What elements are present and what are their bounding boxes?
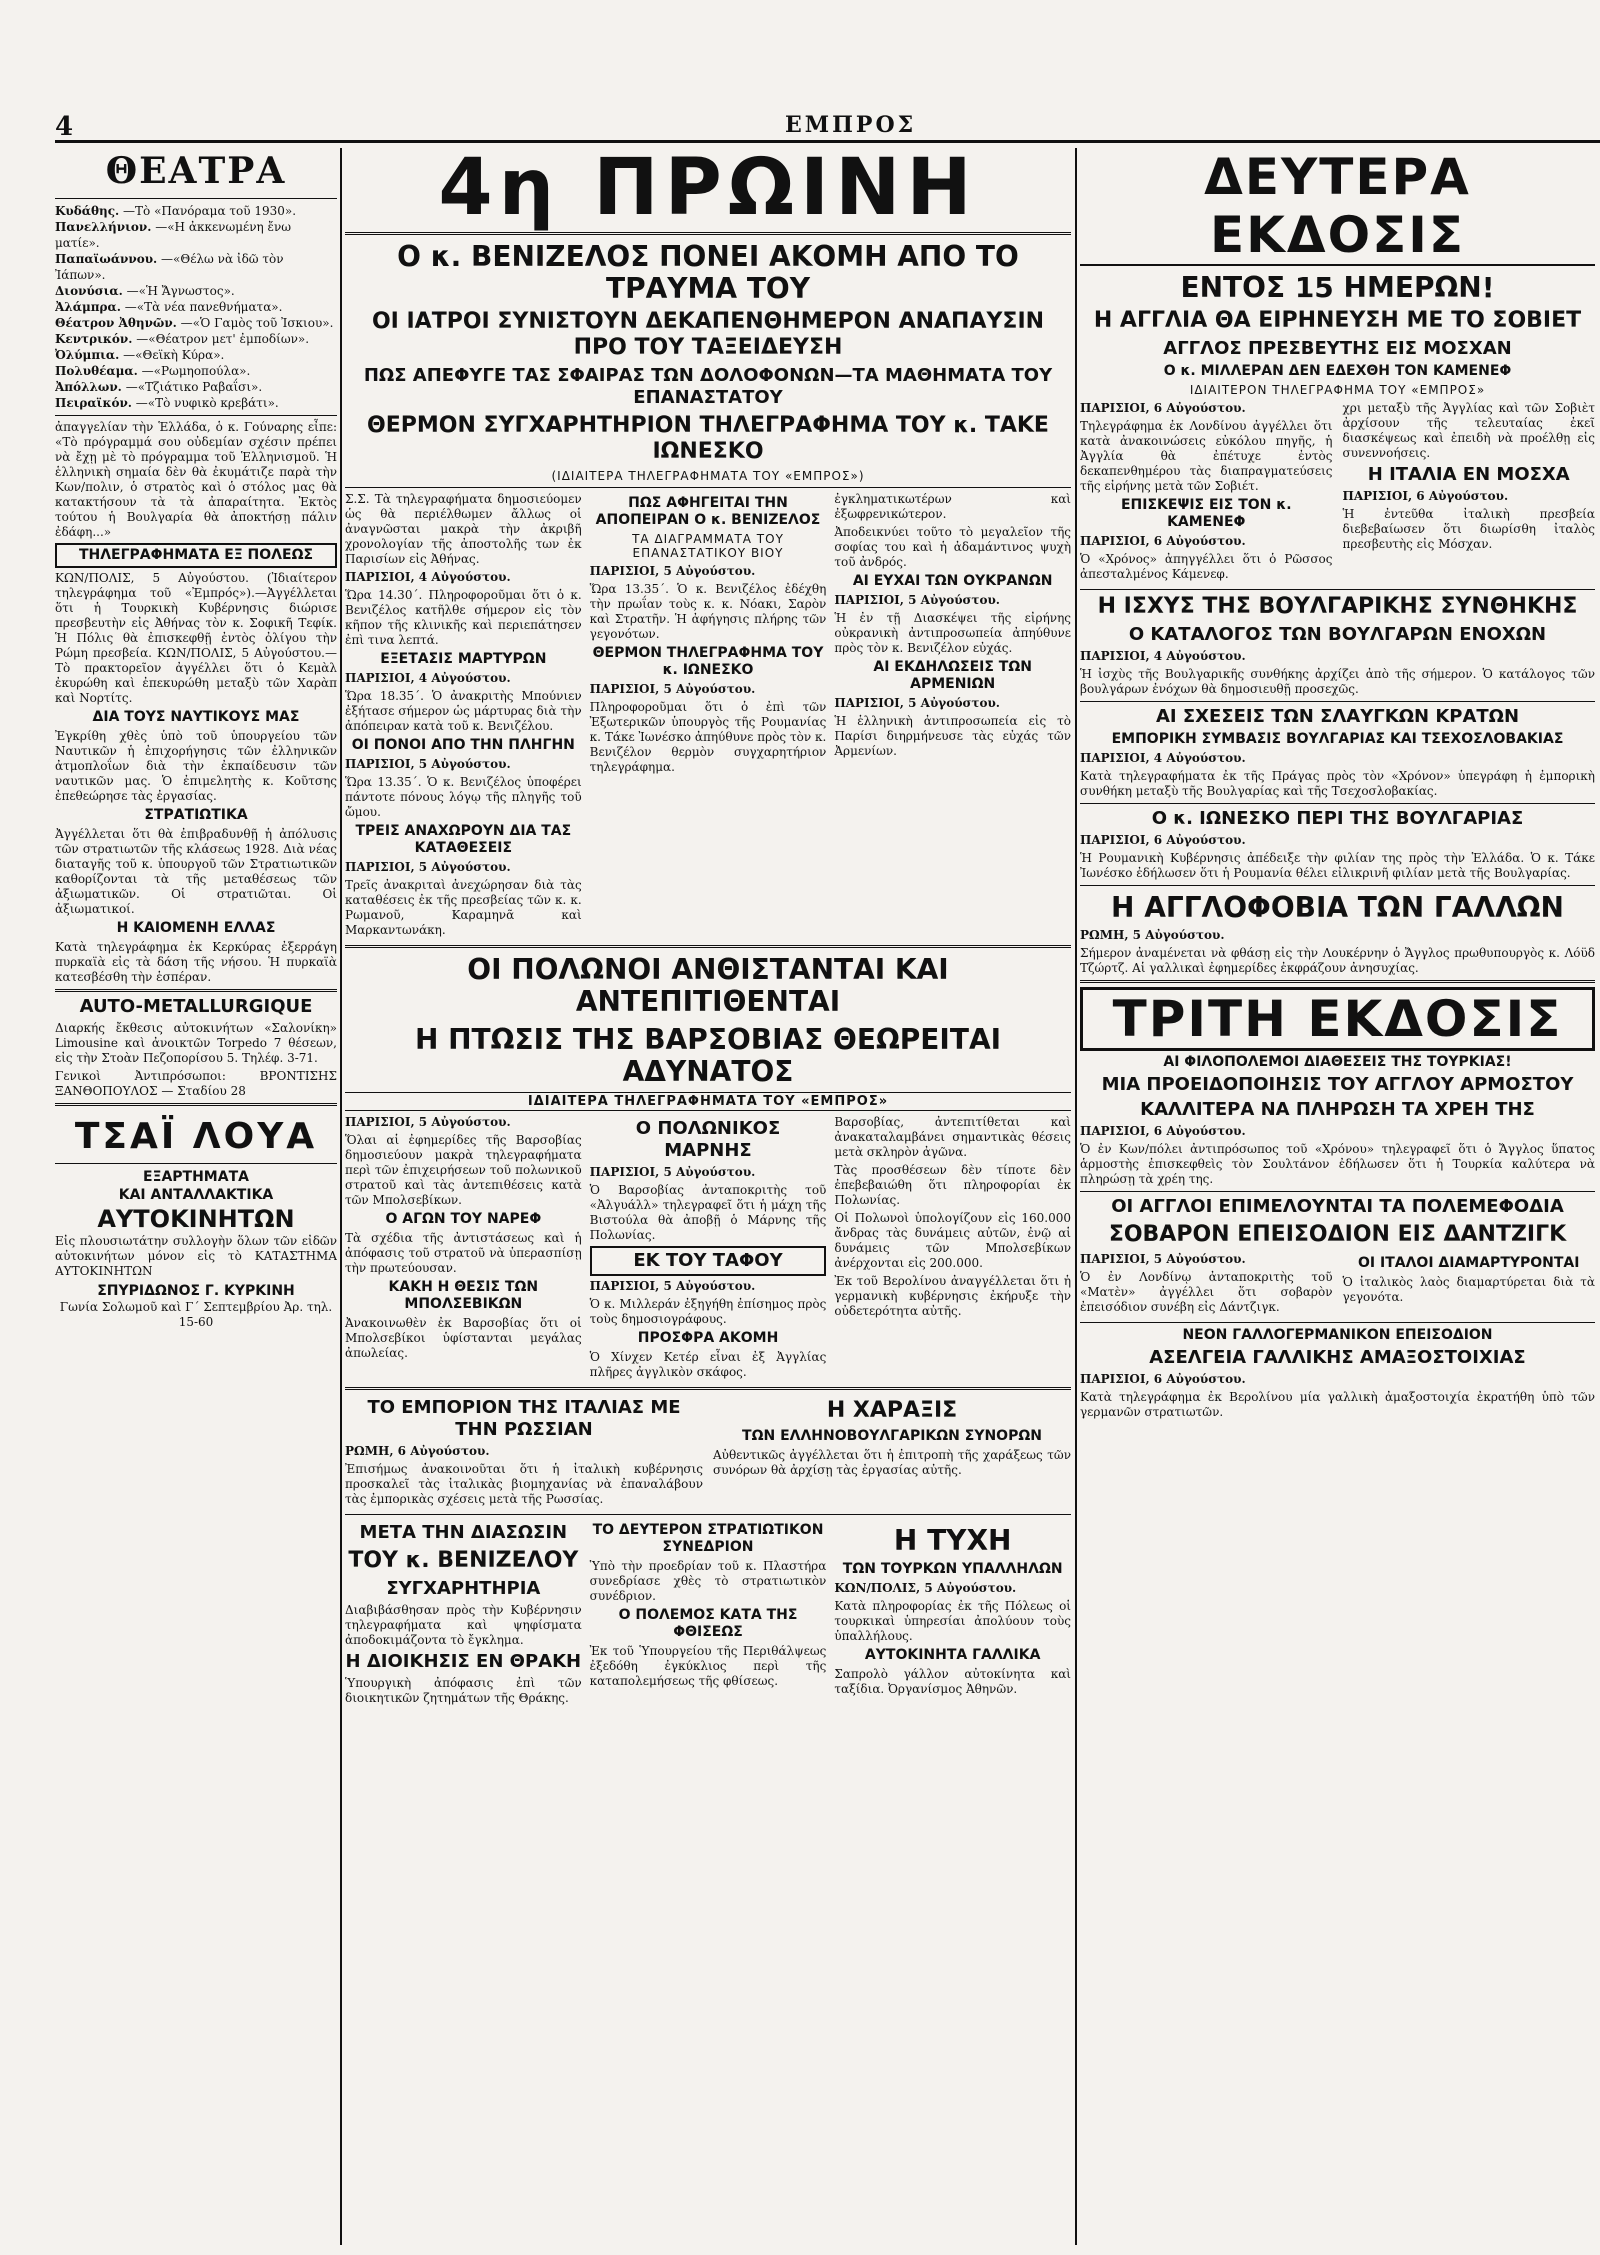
ad-title: AUTO-METALLURGIQUE	[79, 996, 313, 1017]
divider	[1080, 701, 1595, 702]
headline: Η ΑΓΓΛΟΦΟΒΙΑ ΤΩΝ ΓΑΛΛΩΝ	[1111, 891, 1564, 924]
divider	[55, 989, 337, 992]
divider	[345, 1514, 1071, 1515]
article-text: Σαπρολὸ γάλλον αὐτοκίνητα καὶ ταξίδια. Ὀργανίσμος Ἀθηνῶν.	[834, 1667, 1071, 1696]
section-title: ΑΥΤΟΚΙΝΗΤΑ ΓΑΛΛΙΚΑ	[864, 1647, 1041, 1663]
theatre-listing	[55, 331, 337, 347]
article-text: Ἡ Ρουμανικὴ Κυβέρνησις ἀπέδειξε τὴν φιλίαν της πρὸς τὴν Ἑλλάδα. Ὁ κ. Τάκε Ἰωνέσκο ἐδήλωσεν ὅτι ἡ Ρουμανία θέλει εἰλικρινῆ φιλίαν μετὰ τῆς Βουλγαρίας.	[1080, 851, 1595, 880]
center-column	[345, 148, 1071, 2245]
theatre-name: Ὀλύμπια.	[55, 348, 120, 362]
dateline: ΠΑΡΙΣΙΟΙ, 5 Αὐγούστου.	[589, 1165, 756, 1179]
divider	[1080, 1322, 1595, 1323]
theatre-listing	[55, 251, 337, 283]
theatre-play: —«Ἡ Ἄγνωστος».	[126, 284, 235, 298]
headline: Ο ΚΑΤΑΛΟΓΟΣ ΤΩΝ ΒΟΥΛΓΑΡΩΝ ΕΝΟΧΩΝ	[1128, 624, 1547, 645]
section-title: Η ΧΑΡΑΞΙΣ	[826, 1398, 958, 1423]
divider	[345, 487, 1071, 488]
theatre-name: Πειραϊκόν.	[55, 396, 132, 410]
headline: ΠΩΣ ΑΠΕΦΥΓΕ ΤΑΣ ΣΦΑΙΡΑΣ ΤΩΝ ΔΟΛΟΦΟΝΩΝ—ΤΑ ΜΑΘΗΜΑΤΑ ΤΟΥ ΕΠΑΝΑΣΤΑΤΟΥ	[363, 365, 1053, 408]
section-title: ΜΕΤΑ ΤΗΝ ΔΙΑΣΩΣΙΝ	[359, 1522, 568, 1543]
section-title: ΔΙΑ ΤΟΥΣ ΝΑΥΤΙΚΟΥΣ ΜΑΣ	[92, 709, 300, 725]
dateline: ΠΑΡΙΣΙΟΙ, 6 Αὐγούστου.	[1080, 534, 1246, 548]
dateline: ΠΑΡΙΣΙΟΙ, 5 Αὐγούστου.	[345, 757, 511, 771]
dateline: ΡΩΜΗ, 6 Αὐγούστου.	[345, 1444, 490, 1458]
article-text: Βαρσοβίας, ἀντεπιτίθεται καὶ ἀνακαταλαμβάνει σημαντικὰς θέσεις μετὰ σκληρὸν ἀγῶνα.	[834, 1115, 1071, 1159]
article-column	[345, 1519, 582, 1709]
ad-address: Γωνία Σολωμοῦ καὶ Γ΄ Σεπτεμβρίου Ἀρ. τηλ. 15-60	[59, 1300, 333, 1329]
ad-line: ΕΞΑΡΤΗΜΑΤΑ	[143, 1169, 249, 1185]
section-subtitle: ΣΥΓΧΑΡΗΤΗΡΙΑ	[386, 1578, 541, 1599]
theatre-listing	[55, 315, 337, 331]
headline: ΕΝΤΟΣ 15 ΗΜΕΡΩΝ!	[1180, 271, 1495, 304]
article-text: Τὰ σχέδια τῆς ἀντιστάσεως καὶ ἡ ἀπόφασις τοῦ στρατοῦ νὰ ὑπερασπίσῃ τὴν πρωτεύουσαν.	[345, 1231, 582, 1275]
headline: Η ΙΣΧΥΣ ΤΗΣ ΒΟΥΛΓΑΡΙΚΗΣ ΣΥΝΘΗΚΗΣ	[1097, 594, 1578, 619]
dateline: ΠΑΡΙΣΙΟΙ, 5 Αὐγούστου.	[589, 1279, 756, 1293]
dateline: ΠΑΡΙΣΙΟΙ, 5 Αὐγούστου.	[589, 682, 756, 696]
theatre-play: —«Θέλω νὰ ἰδῶ τὸν Ἰάπων».	[55, 252, 284, 282]
dateline: ΚΩΝ/ΠΟΛΙΣ, 5 Αὐγούστου.	[834, 1581, 1017, 1595]
theatre-listing	[55, 203, 337, 219]
article-text: Ἀποδεικνύει τοῦτο τὸ μεγαλεῖον τῆς σοφίας του καὶ ἡ ἀδαμάντινος ψυχὴ τοῦ ἀνδρός.	[834, 525, 1071, 569]
headline: ΚΑΛΛΙΤΕΡΑ ΝΑ ΠΛΗΡΩΣΗ ΤΑ ΧΡΕΗ ΤΗΣ	[1140, 1099, 1535, 1120]
divider	[1080, 980, 1595, 983]
theatre-play: —«Ρωμηοπούλα».	[141, 364, 251, 378]
headline: ΕΜΠΟΡΙΚΗ ΣΥΜΒΑΣΙΣ ΒΟΥΛΓΑΡΙΑΣ ΚΑΙ ΤΣΕΧΟΣΛΟΒΑΚΙΑΣ	[1111, 731, 1564, 747]
article-grid	[345, 1115, 1071, 1383]
article-text: Τὰς προσθέσεων δὲν τίποτε δὲν ἐπεβεβαιώθη ὅτι πληροφορίαι ἐκ Πολωνίας.	[834, 1163, 1071, 1207]
theatre-name: Παπαϊωάννου.	[55, 252, 158, 266]
section-title: ΑΙ ΕΚΔΗΛΩΣΕΙΣ ΤΩΝ ΑΡΜΕΝΙΩΝ	[873, 659, 1032, 692]
article-text: Ὑπὸ τὴν προεδρίαν τοῦ κ. Πλαστήρα συνεδρίασε χθὲς τὸ στρατιωτικὸν συνέδριον.	[589, 1559, 827, 1603]
section-title: ΚΑΚΗ Η ΘΕΣΙΣ ΤΩΝ ΜΠΟΛΣΕΒΙΚΩΝ	[388, 1279, 539, 1312]
theatre-listing	[55, 347, 337, 363]
theatre-play: —«Η ἀκκενωμένη ἔνω ματίε».	[55, 220, 292, 250]
ad-footer: ΣΠΥΡΙΔΩΝΟΣ Γ. ΚΥΡΚΙΝΗ	[97, 1283, 295, 1299]
article-column	[590, 1115, 827, 1383]
article-column	[345, 1115, 582, 1383]
headline: ΝΕΟΝ ΓΑΛΛΟΓΕΡΜΑΝΙΚΟΝ ΕΠΕΙΣΟΔΙΟΝ	[1182, 1327, 1493, 1343]
divider	[345, 1387, 1071, 1390]
headline: ΟΙ ΑΓΓΛΟΙ ΕΠΙΜΕΛΟΥΝΤΑΙ ΤΑ ΠΟΛΕΜΕΦΟΔΙΑ	[1111, 1196, 1564, 1217]
article-column	[590, 492, 827, 941]
article-text: Ὁ ἰταλικὸς λαὸς διαμαρτύρεται διὰ τὰ γεγονότα.	[1342, 1275, 1595, 1304]
article-text: Διαβιβάσθησαν πρὸς τὴν Κυβέρνησιν τηλεγραφήματα καὶ ψηφίσματα ἀποδοκιμάζοντα τὸ ἔγκλημα.	[345, 1603, 582, 1647]
theatre-name: Διονύσια.	[55, 284, 123, 298]
headline: ΜΙΑ ΠΡΟΕΙΔΟΠΟΙΗΣΙΣ ΤΟΥ ΑΓΓΛΟΥ ΑΡΜΟΣΤΟΥ	[1101, 1074, 1574, 1095]
article-text: Ἡ ἐν τῇ Διασκέψει τῆς εἰρήνης οὐκρανικὴ ἀντιπροσωπεία ἀπηύθυνε πρὸς τὸν κ. Βενιζέλον εὐχάς.	[834, 611, 1071, 655]
headline: ΟΙ ΠΟΛΩΝΟΙ ΑΝΘΙΣΤΑΝΤΑΙ ΚΑΙ ΑΝΤΕΠΙΤΙΘΕΝΤΑΙ	[467, 953, 949, 1018]
theatre-listing	[55, 363, 337, 379]
divider	[1080, 885, 1595, 886]
article-text: ἐγκληματικωτέρων καὶ ἐξωφρενικώτερον.	[834, 492, 1071, 521]
edition-title: ΔΕΥΤΕΡΑ ΕΚΔΟΣΙΣ	[1080, 148, 1595, 266]
section-subtitle: ΤΩΝ ΕΛΛΗΝΟΒΟΥΛΓΑΡΙΚΩΝ ΣΥΝΟΡΩΝ	[742, 1428, 1042, 1444]
section-title: ΤΟ ΕΜΠΟΡΙΟΝ ΤΗΣ ΙΤΑΛΙΑΣ ΜΕ ΤΗΝ ΡΩΣΣΙΑΝ	[367, 1397, 681, 1440]
article-text: Πληροφοροῦμαι ὅτι ὁ ἐπὶ τῶν Ἐξωτερικῶν ὑπουργὸς τῆς Ρουμανίας κ. Τάκε Ἰωνέσκο ἀπηύθυνε πρὸς τὸν κ. Βενιζέλον θερμὸν συγχαρητήριον τηλεγράφημα.	[589, 700, 827, 774]
theatre-play: —«Τὸ νυφικὸ κρεβάτι».	[135, 396, 279, 410]
masthead	[55, 112, 1600, 143]
article-text: Ἐπισήμως ἀνακοινοῦται ὅτι ἡ ἰταλικὴ κυβέρνησις προσκαλεῖ τὰς ἰταλικὰς βιομηχανίας νὰ ἐπαναλάβουν τὰς ἐμπορικὰς σχέσεις μετὰ τῆς Ρωσσίας.	[345, 1462, 703, 1506]
section-title: ΕΞΕΤΑΣΙΣ ΜΑΡΤΥΡΩΝ	[380, 651, 547, 667]
theatre-play: —«Τζιάτικο Ραβαΐσι».	[125, 380, 263, 394]
section-title: Η ΤΥΧΗ	[893, 1524, 1012, 1557]
article-column	[834, 492, 1071, 941]
theatre-listing	[55, 219, 337, 251]
theatre-listing	[55, 395, 337, 411]
dateline: ΠΑΡΙΣΙΟΙ, 5 Αὐγούστου.	[345, 860, 511, 874]
article-text: Ἀγγέλλεται ὅτι θὰ ἐπιβραδυνθῇ ἡ ἀπόλυσις τῶν στρατιωτῶν τῆς κλάσεως 1928. Διὰ νέας διαταγῆς τοῦ κ. ὑπουργοῦ τῶν Στρατιωτικῶν καθορίζονται τὰ τῆς μεταθέσεως τῶν ἀξιωματικῶν. Οἱ στρατιῶται. Οἱ ἀξιωματικοί.	[55, 827, 337, 916]
dateline: ΠΑΡΙΣΙΟΙ, 4 Αὐγούστου.	[1080, 649, 1246, 663]
ad-title: ΤΣΑΪ ΛΟΥΑ	[74, 1116, 318, 1157]
theatre-play: —«Τὰ νέα πανεθνήματα».	[124, 300, 283, 314]
article-text: Ὁ ἐν Λονδίνῳ ἀνταποκριτὴς τοῦ «Ματὲν» ἀγγέλλει ὅτι σοβαρὸν ἐπεισόδιον συνέβη εἰς Δάντζιγκ.	[1080, 1270, 1333, 1314]
article-text: Ὥρα 13.35΄. Ὁ κ. Βενιζέλος ὑποφέρει πάντοτε πόνους λόγῳ τῆς πληγῆς τοῦ ὤμου.	[345, 775, 582, 819]
headline: Η ΑΓΓΛΙΑ ΘΑ ΕΙΡΗΝΕΥΣΗ ΜΕ ΤΟ ΣΟΒΙΕΤ	[1093, 308, 1582, 333]
dateline: ΠΑΡΙΣΙΟΙ, 6 Αὐγούστου.	[1342, 489, 1509, 503]
divider	[55, 1163, 337, 1164]
edition-title: 4η ΠΡΩΙΝΗ	[438, 148, 978, 233]
section-title: ΘΕΡΜΟΝ ΤΗΛΕΓΡΑΦΗΜΑ ΤΟΥ κ. ΙΩΝΕΣΚΟ	[592, 645, 824, 678]
right-column	[1080, 148, 1595, 2245]
theatre-name: Κεντρικόν.	[55, 332, 133, 346]
column-divider	[1075, 148, 1077, 2245]
section-subtitle: ΤΩΝ ΤΟΥΡΚΩΝ ΥΠΑΛΛΗΛΩΝ	[842, 1561, 1063, 1577]
section-subtitle: ΤΑ ΔΙΑΓΡΑΜΜΑΤΑ ΤΟΥ ΕΠΑΝΑΣΤΑΤΙΚΟΥ ΒΙΟΥ	[632, 532, 784, 560]
article-column	[1080, 1252, 1333, 1318]
article-text: Ὁ Χίνχεν Κετέρ εἶναι ἐξ Ἀγγλίας πλῆρες ἀγγλικὸν σκάφος.	[589, 1350, 827, 1379]
section-title: ΑΙ ΕΥΧΑΙ ΤΩΝ ΟΥΚΡΑΝΩΝ	[852, 573, 1053, 589]
headline: ΘΕΡΜΟΝ ΣΥΓΧΑΡΗΤΗΡΙΟΝ ΤΗΛΕΓΡΑΦΗΜΑ ΤΟΥ κ. ΤΑΚΕ ΙΩΝΕΣΚΟ	[367, 413, 1049, 464]
article-text: Κατὰ τηλεγραφήματα ἐκ τῆς Πράγας πρὸς τὸν «Χρόνον» ὑπεγράφη ἡ ἐμπορικὴ συνθήκη μεταξὺ τῆς Βουλγαρίας καὶ τῆς Τσεχοσλοβακίας.	[1080, 769, 1595, 798]
article-grid	[1080, 401, 1595, 585]
theatre-title: ΘΕΑΤΡΑ	[105, 150, 287, 192]
dateline: ΠΑΡΙΣΙΟΙ, 4 Αὐγούστου.	[1080, 751, 1246, 765]
headline: ΑΙ ΣΧΕΣΕΙΣ ΤΩΝ ΣΛΑΥΓΚΩΝ ΚΡΑΤΩΝ	[1155, 706, 1520, 727]
article-grid	[345, 1519, 1071, 1709]
theatre-name: Θέατρον Ἀθηνῶν.	[55, 316, 177, 330]
headline: ΑΙ ΦΙΛΟΠΟΛΕΜΟΙ ΔΙΑΘΕΣΕΙΣ ΤΗΣ ΤΟΥΡΚΙΑΣ!	[1163, 1054, 1512, 1070]
dateline: ΠΑΡΙΣΙΟΙ, 5 Αὐγούστου.	[589, 564, 756, 578]
article-column	[345, 492, 582, 941]
theatre-name: Πανελλήνιον.	[55, 220, 152, 234]
section-title: Ο ΠΟΛΩΝΙΚΟΣ ΜΑΡΝΗΣ	[635, 1118, 781, 1161]
divider	[55, 415, 337, 416]
kicker: (ΙΔΙΑΙΤΕΡΑ ΤΗΛΕΓΡΑΦΗΜΑΤΑ ΤΟΥ «ΕΜΠΡΟΣ»)	[551, 469, 865, 483]
article-text: Ὁ κ. Μιλλεράν ἐξηγήθη ἐπίσημος πρὸς τοὺς δημοσιογράφους.	[589, 1297, 827, 1326]
article-text: Ἡ ἰσχὺς τῆς Βουλγαρικῆς συνθήκης ἀρχίζει ἀπὸ τῆς σήμερον. Ὁ κατάλογος τῶν βουλγάρων ἐνόχων θὰ δημοσιευθῇ προσεχῶς.	[1080, 667, 1595, 696]
article-text: Σήμερον ἀναμένεται νὰ φθάσῃ εἰς τὴν Λουκέρνην ὁ Ἄγγλος πρωθυπουργὸς κ. Λόϋδ Τζώρτζ. Αἱ γαλλικαὶ ἐφημερίδες ἐκφράζουν ἀνησυχίας.	[1080, 946, 1595, 975]
theatre-name: Κυδάθης.	[55, 204, 120, 218]
article-text: Ἡ ἑλληνικὴ ἀντιπροσωπεία εἰς τὸ Παρίσι διηρμήνευσε τὰς εὐχάς τῶν Ἀρμενίων.	[834, 714, 1071, 758]
article-column	[713, 1394, 1071, 1510]
article-grid	[1080, 1252, 1595, 1318]
article-column	[834, 1519, 1071, 1709]
section-title: ΠΡΟΣΦΡΑ ΑΚΟΜΗ	[637, 1330, 779, 1346]
section-title: Ο ΑΓΩΝ ΤΟΥ ΝΑΡΕΦ	[385, 1211, 542, 1227]
article-text: Κατὰ τηλεγράφημα ἐκ Βερολίνου μία γαλλικὴ ἀμαξοστοιχία ἐκρατήθη ὑπὸ τῶν γερμανῶν στρατιωτῶν.	[1080, 1390, 1595, 1419]
column-divider	[340, 148, 342, 2245]
article-text: Ἐκ τοῦ Βερολίνου ἀναγγέλλεται ὅτι ἡ γερμανικὴ κυβέρνησις ἐκήρυξε τὴν οὐδετερότητα αὐτῆς.	[834, 1274, 1071, 1318]
article-column	[345, 1394, 703, 1510]
section-title: ΣΤΡΑΤΙΩΤΙΚΑ	[144, 807, 248, 823]
article-text: Ἀνακοινωθὲν ἐκ Βαρσοβίας ὅτι οἱ Μπολσεβίκοι ὑφίστανται μεγάλας ἀπωλείας.	[345, 1316, 582, 1360]
divider	[55, 1103, 337, 1106]
dateline: ΠΑΡΙΣΙΟΙ, 6 Αὐγούστου.	[1080, 1372, 1246, 1386]
article-text: Τρεῖς ἀνακριταὶ ἀνεχώρησαν διὰ τὰς καταθέσεις ἐκ τῆς πρεσβείας τῶν κ. κ. Ρωμανοῦ, Καραμηνᾶ καὶ Μαρκαντωνάκη.	[345, 878, 582, 937]
ad-footer: Γενικοὶ Ἀντιπρόσωποι: ΒΡΟΝΤΙΣΗΣ ΞΑΝΘΟΠΟΥΛΟΣ — Σταδίου 28	[55, 1069, 337, 1098]
headline: ΑΓΓΛΟΣ ΠΡΕΣΒΕΥΤΗΣ ΕΙΣ ΜΟΣΧΑΝ	[1163, 338, 1512, 359]
article-text: Ἐγκρίθη χθὲς ὑπὸ τοῦ ὑπουργείου τῶν Ναυτικῶν ἡ ἐπιχορήγησις τῶν ἐλληνικῶν ἀτμοπλοΐων διὰ τὴν ἐκπαίδευσιν τῶν ναυτικῶν μας. Ὁ ἐπιμελητὴς κ. Κοῦτσης ἐπεθεώρησε τὰς ἐργασίας.	[55, 729, 337, 803]
article-text: Οἱ Πολωνοὶ ὑπολογίζουν εἰς 160.000 ἄνδρας τὰς δυνάμεις αὐτῶν, ἐνῷ αἱ δυνάμεις τῶν Μπολσεβίκων ἀνέρχονται εἰς 200.000.	[834, 1211, 1071, 1270]
ad-text: Διαρκής ἔκθεσις αὐτοκινήτων «Σαλονίκη» Limousine καὶ ἀνοικτῶν Torpedo 7 θέσεων, εἰς τὴν Στοὰν Πεζοπορίσου 5. Τηλέφ. 3-71.	[55, 1021, 337, 1065]
section-title: ΤΗΛΕΓΡΑΦΗΜΑΤΑ ΕΞ ΠΟΛΕΩΣ	[55, 543, 337, 568]
theatre-column	[55, 148, 337, 2245]
article-text: Ὁ ἐν Κων/πόλει ἀντιπρόσωπος τοῦ «Χρόνου» τηλεγραφεῖ ὅτι ὁ Ἄγγλος ὕπατος ἁρμοστὴς ἐπισκεφθεὶς τὸν Σουλτάνον ἐδήλωσεν ὅτι ἡ Τουρκία καλύτερα νὰ πληρώσῃ τὰ χρέη της.	[1080, 1142, 1595, 1186]
divider	[55, 198, 337, 199]
headline: Η ΠΤΩΣΙΣ ΤΗΣ ΒΑΡΣΟΒΙΑΣ ΘΕΩΡΕΙΤΑΙ ΑΔΥΝΑΤΟΣ	[414, 1023, 1002, 1088]
kicker: ΙΔΙΑΙΤΕΡΑ ΤΗΛΕΓΡΑΦΗΜΑΤΑ ΤΟΥ «ΕΜΠΡΟΣ»	[345, 1092, 1071, 1111]
article-text: Ὁ Βαρσοβίας ἀνταποκριτὴς τοῦ «Ἀλγυάλλ» τηλεγραφεῖ ὅτι ἡ μάχη τῆς Βιστούλα θὰ ἀποβῇ ὁ Μάρνης τῆς Πολωνίας.	[589, 1183, 827, 1242]
theatre-listing	[55, 299, 337, 315]
article-column	[590, 1519, 827, 1709]
newspaper-name: ΕΜΠΡΟΣ	[785, 112, 917, 138]
article-column	[1343, 401, 1596, 585]
section-title: ΕΠΙΣΚΕΨΙΣ ΕΙΣ ΤΟΝ κ. ΚΑΜΕΝΕΦ	[1120, 497, 1292, 530]
kicker: ΙΔΙΑΙΤΕΡΟΝ ΤΗΛΕΓΡΑΦΗΜΑ ΤΟΥ «ΕΜΠΡΟΣ»	[1189, 383, 1486, 397]
headline: ΣΟΒΑΡΟΝ ΕΠΕΙΣΟΔΙΟΝ ΕΙΣ ΔΑΝΤΖΙΓΚ	[1108, 1222, 1567, 1247]
section-title: Η ΚΑΙΟΜΕΝΗ ΕΛΛΑΣ	[116, 920, 276, 936]
divider	[1080, 1191, 1595, 1192]
dateline: ΠΑΡΙΣΙΟΙ, 6 Αὐγούστου.	[1080, 833, 1246, 847]
section-title: ΤΡΕΙΣ ΑΝΑΧΩΡΟΥΝ ΔΙΑ ΤΑΣ ΚΑΤΑΘΕΣΕΙΣ	[355, 823, 572, 856]
divider	[1080, 589, 1595, 590]
section-title: ΠΩΣ ΑΦΗΓΕΙΤΑΙ ΤΗΝ ΑΠΟΠΕΙΡΑΝ Ο κ. ΒΕΝΙΖΕΛΟΣ	[595, 495, 821, 528]
headline: Ο κ. ΜΙΛΛΕΡΑΝ ΔΕΝ ΕΔΕΧΘΗ ΤΟΝ ΚΑΜΕΝΕΦ	[1163, 363, 1512, 379]
section-title: Η ΔΙΟΙΚΗΣΙΣ ΕΝ ΘΡΑΚΗ	[345, 1651, 582, 1672]
theatre-play: —«Ὁ Γαμὸς τοῦ Ἰσκιου».	[180, 316, 334, 330]
section-title: ΟΙ ΙΤΑΛΟΙ ΔΙΑΜΑΡΤΥΡΟΝΤΑΙ	[1358, 1255, 1580, 1271]
page-number: 4	[55, 112, 74, 142]
dateline: ΠΑΡΙΣΙΟΙ, 5 Αὐγούστου.	[345, 1115, 511, 1129]
section-title: ΕΚ ΤΟΥ ΤΑΦΟΥ	[590, 1246, 827, 1276]
dateline: ΠΑΡΙΣΙΟΙ, 5 Αὐγούστου.	[1080, 1252, 1246, 1266]
theatre-play: —Τὸ «Πανόραμα τοῦ 1930».	[123, 204, 297, 218]
article-text: Ὥρα 13.35΄. Ὁ κ. Βενιζέλος ἐδέχθη τὴν πρωΐαν τοὺς κ. κ. Νόακι, Σαρὸν καὶ Στρατῆν. Ἡ ἀφήγησις πλήρης τῶν γεγονότων.	[589, 582, 827, 641]
article-grid	[345, 1394, 1071, 1510]
article-text: Σ.Σ. Τὰ τηλεγραφήματα δημοσιεύομεν ὡς θὰ περιέλθωμεν ἄλλως οἱ ἀναγνῶσται μακρὰ τὴν ἀκριβῆ χρονολογίαν τῆς ἀποστολῆς των ἐκ Παρισίων εἰς Ἀθήνας.	[345, 492, 582, 566]
article-text: Κατὰ τηλεγράφημα ἐκ Κερκύρας ἐξερράγη πυρκαϊὰ εἰς τὰ δάση τῆς νήσου. Ἡ πυρκαϊὰ κατεσβέσθη τὴν ἑσπέραν.	[55, 940, 337, 984]
section-title: Ο ΠΟΛΕΜΟΣ ΚΑΤΑ ΤΗΣ ΦΘΙΣΕΩΣ	[618, 1607, 798, 1640]
dateline: ΠΑΡΙΣΙΟΙ, 5 Αὐγούστου.	[834, 593, 1000, 607]
article-text: Αὐθεντικῶς ἀγγέλλεται ὅτι ἡ ἐπιτροπὴ τῆς χαράξεως τῶν συνόρων θὰ ἀρχίσῃ τὰς ἐργασίας αὐτῆς.	[713, 1448, 1071, 1477]
dateline: ΠΑΡΙΣΙΟΙ, 4 Αὐγούστου.	[345, 570, 511, 584]
dateline: ΠΑΡΙΣΙΟΙ, 6 Αὐγούστου.	[1080, 401, 1246, 415]
theatre-name: Πολυθέαμα.	[55, 364, 138, 378]
theatre-list	[55, 203, 337, 411]
dateline: ΠΑΡΙΣΙΟΙ, 6 Αὐγούστου.	[1080, 1124, 1246, 1138]
article-text: Ὅλαι αἱ ἐφημερίδες τῆς Βαρσοβίας δημοσιεύουν μακρὰ τηλεγραφήματα περὶ τῶν ἐπιχειρήσεων τοῦ πολωνικοῦ στρατοῦ καὶ τὰς ἀντεπιθέσεις κατὰ τῶν Μπολσεβίκων.	[345, 1133, 582, 1207]
article-text: Κατὰ πληροφορίας ἐκ τῆς Πόλεως οἱ τουρκικαὶ ὑπηρεσίαι ἀπολύουν τοὺς ὑπαλλήλους.	[834, 1599, 1071, 1643]
headline: Ο κ. ΙΩΝΕΣΚΟ ΠΕΡΙ ΤΗΣ ΒΟΥΛΓΑΡΙΑΣ	[1151, 808, 1524, 829]
article-text: Τηλεγράφημα ἐκ Λονδίνου ἀγγέλλει ὅτι κατὰ ἀνακοινώσεις εὐκόλου πηγῆς, ἡ Ἀγγλία θὰ ἐπέτυχε ἐντὸς δεκαπενθημέρου τὰς διαπραγματεύσεις τῆς εἰρήνης μετὰ τῶν Σοβιέτ.	[1080, 419, 1333, 493]
theatre-play: —«Θεϊκὴ Κύρα».	[123, 348, 225, 362]
article-text: χρι μεταξὺ τῆς Ἀγγλίας καὶ τῶν Σοβιὲτ ἀρχίσουν τῆς τελευταίας ἐκεῖ διασκέψεως καὶ ἐπειδὴ νὰ προέλθῃ εἰς συνεννοήσεις.	[1342, 401, 1595, 460]
article-column	[1080, 401, 1333, 585]
theatre-listing	[55, 379, 337, 395]
ad-line: ΑΥΤΟΚΙΝΗΤΩΝ	[97, 1205, 295, 1233]
article-column	[1343, 1252, 1596, 1318]
ad-text: Εἰς πλουσιωτάτην συλλογὴν ὅλων τῶν εἰδῶν αὐτοκινήτων μόνον εἰς τὸ ΚΑΤΑΣΤΗΜΑ ΑΥΤΟΚΙΝΗΤΩΝ	[55, 1234, 337, 1278]
divider	[1080, 803, 1595, 804]
article-grid	[345, 492, 1071, 941]
dateline: ΡΩΜΗ, 5 Αὐγούστου.	[1080, 928, 1225, 942]
ad-line: ΚΑΙ ΑΝΤΑΛΛΑΚΤΙΚΑ	[118, 1187, 274, 1203]
article-text: Ὑπουργικὴ ἀπόφασις ἐπὶ τῶν διοικητικῶν ζητημάτων τῆς Θράκης.	[345, 1676, 582, 1705]
section-subtitle: ΤΟΥ κ. ΒΕΝΙΖΕΛΟΥ	[348, 1548, 579, 1573]
article-text: ΚΩΝ/ΠΟΛΙΣ, 5 Αὐγούστου. (Ἰδιαίτερον τηλεγράφημα τοῦ «Ἐμπρός»).—Ἀγγέλλεται ὅτι ἡ Τουρκικὴ Κυβέρνησις διώρισε πρεσβευτὴν εἰς Ἀθήνας τὸν κ. Σοφικῆ Τεφίκ. Ἡ Πόλις θὰ ἐπισκεφθῇ ἐντὸς ὀλίγου τὴν Ρώμη πρεσβεία. ΚΩΝ/ΠΟΛΙΣ, 5 Αὐγούστου.—Τὸ πρακτορεῖον ἀγγέλλει ὅτι ὁ Κεμὰλ ἐκυρώθη καὶ ἐπεκυρώθη μεταξὺ τῶν Χαρὰπ καὶ Νορτίτς.	[55, 571, 337, 705]
section-title: Η ΙΤΑΛΙΑ ΕΝ ΜΟΣΧΑ	[1367, 464, 1570, 485]
article-column	[834, 1115, 1071, 1383]
theatre-listing	[55, 283, 337, 299]
section-title: ΤΟ ΔΕΥΤΕΡΟΝ ΣΤΡΑΤΙΩΤΙΚΟΝ ΣΥΝΕΔΡΙΟΝ	[592, 1522, 824, 1555]
headline: ΟΙ ΙΑΤΡΟΙ ΣΥΝΙΣΤΟΥΝ ΔΕΚΑΠΕΝΘΗΜΕΡΟΝ ΑΝΑΠΑΥΣΙΝ ΠΡΟ ΤΟΥ ΤΑΞΕΙΔΕΥΣΗ	[371, 309, 1045, 360]
headline: Ο κ. ΒΕΝΙΖΕΛΟΣ ΠΟΝΕΙ ΑΚΟΜΗ ΑΠΟ ΤΟ ΤΡΑΥΜΑ ΤΟΥ	[397, 240, 1019, 305]
headline: ΑΣΕΛΓΕΙΑ ΓΑΛΛΙΚΗΣ ΑΜΑΞΟΣΤΟΙΧΙΑΣ	[1149, 1347, 1526, 1368]
theatre-body: ἀπαγγελίαν τὴν Ἑλλάδα, ὁ κ. Γούναρης εἶπε: «Τὸ πρόγραμμά σου οὐδεμίαν σχέσιν πρέπει νὰ ἔχῃ μὲ τὸ πρόγραμμα τοῦ Ἑλληνισμοῦ. Ἡ ἑλληνικὴ σημαία δὲν θὰ ἐκυμάτιζε παρὰ τὴν Κων/πολιν, ὁ στρατὸς καὶ ὁ στόλος μας θὰ κατακτήσουν τὰ τὰ ἀπαραίτητα. Ἐκτὸς τούτου ἡ Βουλγαρία θὰ ἀποκτήσῃ πάλιν ἐδάφη...»	[55, 420, 337, 539]
divider	[345, 945, 1071, 948]
edition-title: ΤΡΙΤΗ ΕΚΔΟΣΙΣ	[1080, 987, 1595, 1051]
theatre-name: Ἀλάμπρα.	[55, 300, 121, 314]
section-title: ΟΙ ΠΟΝΟΙ ΑΠΟ ΤΗΝ ΠΛΗΓΗΝ	[351, 737, 575, 753]
dateline: ΠΑΡΙΣΙΟΙ, 5 Αὐγούστου.	[834, 696, 1000, 710]
article-text: Ἐκ τοῦ Ὑπουργείου τῆς Περιθάλψεως ἐξεδόθη ἐγκύκλιος περὶ τῆς καταπολεμήσεως τῆς φθίσεως.	[589, 1644, 827, 1688]
article-text: Ὥρα 14.30΄. Πληροφοροῦμαι ὅτι ὁ κ. Βενιζέλος κατῆλθε σήμερον εἰς τὸν κῆπον τῆς κλινικῆς καὶ περιεπάτησεν ἐπὶ τινα λεπτά.	[345, 588, 582, 647]
article-text: Ἡ ἐντεῦθα ἰταλικὴ πρεσβεία διεβεβαίωσεν ὅτι διωρίσθη ἰταλὸς πρεσβευτὴς εἰς Μόσχαν.	[1342, 507, 1595, 551]
article-text: Ὁ «Χρόνος» ἀπηγγέλλει ὅτι ὁ Ρῶσσος ἀπεσταλμένος Κάμενεφ.	[1080, 552, 1333, 581]
theatre-play: —«Θέατρον μετ' ἐμποδίων».	[136, 332, 310, 346]
theatre-name: Ἀπόλλων.	[55, 380, 122, 394]
article-text: Ὥρα 18.35΄. Ὁ ἀνακριτὴς Μπούνιεν ἐξήτασε σήμερον ὡς μάρτυρας διὰ τὴν ἀπόπειραν κατὰ τοῦ κ. Βενιζέλου.	[345, 689, 582, 733]
dateline: ΠΑΡΙΣΙΟΙ, 4 Αὐγούστου.	[345, 671, 511, 685]
